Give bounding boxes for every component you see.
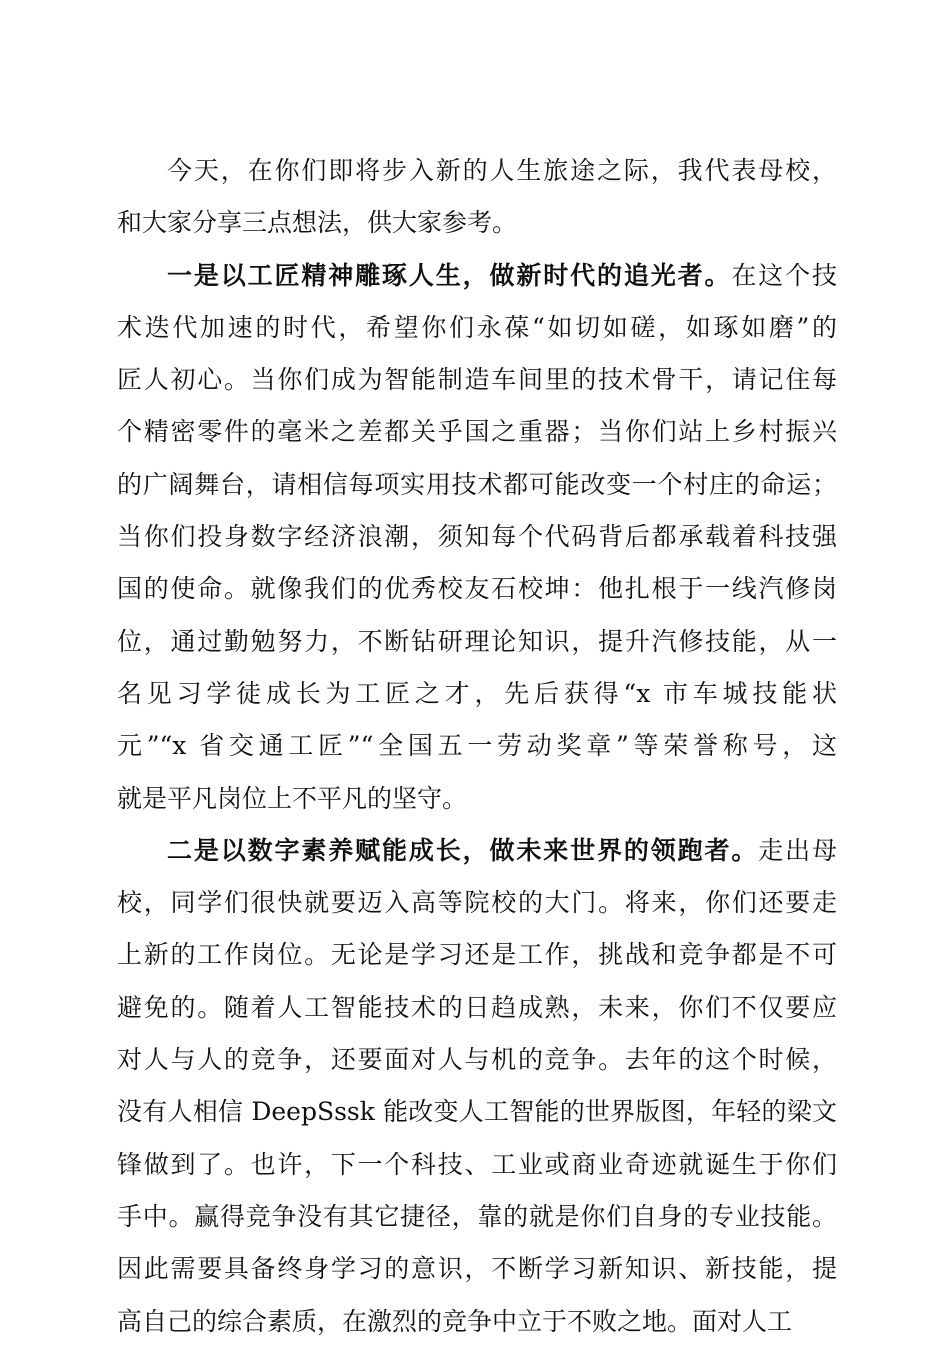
text-line: [117, 1296, 837, 1348]
text-segment: 国的使命。就像我们的优秀校友石校坤：他扎根于一线汽修岗: [117, 574, 837, 604]
text-segment: 的广阔舞台，请相信每项实用技术都可能改变一个村庄的命运；: [117, 469, 837, 499]
text-line: [117, 511, 837, 563]
text-line: [117, 563, 837, 615]
text-segment: 没有人相信 DeepSssk 能改变人工智能的世界版图，年轻的梁文: [117, 1097, 837, 1127]
text-line: [117, 1086, 837, 1138]
text-segment: 对人与人的竞争，还要面对人与机的竞争。去年的这个时候，: [117, 1045, 837, 1075]
text-segment: 术迭代加速的时代，希望你们永葆“如切如磋，如琢如磨”的: [117, 312, 837, 342]
text-segment: 因此需要具备终身学习的意识，不断学习新知识、新技能，提: [117, 1254, 837, 1284]
text-segment: 避免的。随着人工智能技术的日趋成熟，未来，你们不仅要应: [117, 992, 837, 1022]
text-line: [117, 668, 837, 720]
paragraph-intro: [117, 145, 837, 250]
heading-phrase: 一是以工匠精神雕琢人生，做新时代的追光者。: [167, 260, 732, 290]
text-line: [117, 1034, 837, 1086]
text-segment: 当你们投身数字经济浪潮，须知每个代码背后都承载着科技强: [117, 522, 837, 552]
text-segment: 个精密零件的毫米之差都关乎国之重器；当你们站上乡村振兴: [117, 417, 837, 447]
text-line: [117, 354, 837, 406]
text-line: [117, 406, 837, 458]
text-line: [117, 929, 837, 981]
text-line: [117, 1139, 837, 1191]
text-segment: 校，同学们很快就要迈入高等院校的大门。将来，你们还要走: [117, 888, 837, 918]
text-line: [117, 616, 837, 668]
text-segment: 元”“x 省交通工匠”“全国五一劳动奖章”等荣誉称号，这: [117, 731, 837, 761]
text-segment: 今天，在你们即将步入新的人生旅途之际，我代表母校，: [167, 156, 837, 185]
heading-phrase: 二是以数字素养赋能成长，做未来世界的领跑者。: [167, 835, 759, 865]
text-segment: 名见习学徒成长为工匠之才，先后获得“x 市车城技能状: [117, 678, 837, 708]
text-line: [117, 459, 837, 511]
text-segment: 就是平凡岗位上不平凡的坚守。: [117, 783, 468, 813]
text-segment: 位，通过勤勉努力，不断钻研理论知识，提升汽修技能，从一: [117, 626, 837, 656]
text-segment: 上新的工作岗位。无论是学习还是工作，挑战和竞争都是不可: [117, 940, 837, 970]
document-body: [117, 145, 837, 1348]
text-segment: 锋做到了。也许，下一个科技、工业或商业奇迹就诞生于你们: [117, 1149, 837, 1179]
text-segment: 和大家分享三点想法，供大家参考。: [117, 208, 518, 238]
text-line: [117, 302, 837, 354]
paragraph-point-one: [117, 250, 837, 825]
text-line: [117, 825, 837, 877]
text-segment: 在这个技: [731, 260, 837, 290]
text-line: [117, 197, 837, 249]
text-line: [117, 145, 837, 197]
text-segment: 高自己的综合素质，在激烈的竞争中立于不败之地。面对人工: [117, 1306, 793, 1336]
text-segment: 走出母: [758, 835, 837, 865]
text-line: [117, 877, 837, 929]
text-line: [117, 250, 837, 302]
text-line: [117, 1191, 837, 1243]
paragraph-point-two: [117, 825, 837, 1348]
text-line: [117, 773, 837, 825]
text-line: [117, 1243, 837, 1295]
text-segment: 手中。赢得竞争没有其它捷径，靠的就是你们自身的专业技能。: [117, 1201, 837, 1231]
text-segment: 匠人初心。当你们成为智能制造车间里的技术骨干，请记住每: [117, 365, 837, 395]
text-line: [117, 982, 837, 1034]
text-line: [117, 720, 837, 772]
